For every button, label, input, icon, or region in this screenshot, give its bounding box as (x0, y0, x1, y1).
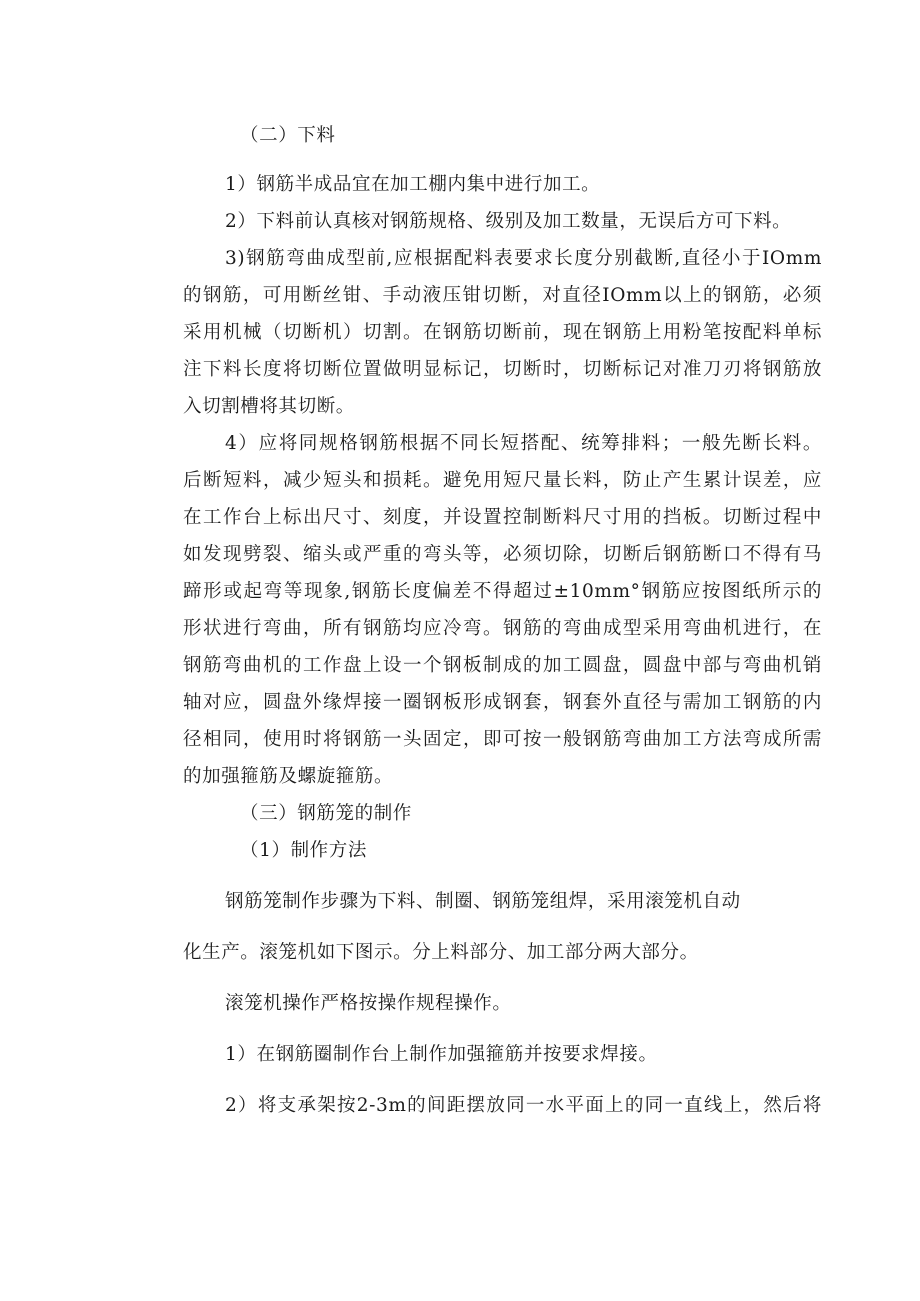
paragraph-line: 4）应将同规格钢筋根据不同长短搭配、统筹排料；一般先断长料。 (225, 433, 822, 454)
section-heading-cage: （三）钢筋笼的制作 (240, 803, 412, 824)
paragraph-line: 2）将支承架按2-3m的间距摆放同一水平面上的同一直线上，然后将 (225, 1095, 822, 1116)
paragraph-line: 采用机械（切断机）切割。在钢筋切断前，现在钢筋上用粉笔按配料单标 (183, 322, 822, 343)
paragraph-line: 的加强箍筋及螺旋箍筋。 (183, 766, 394, 787)
paragraph-line: 形状进行弯曲，所有钢筋均应冷弯。钢筋的弯曲成型采用弯曲机进行，在 (183, 618, 822, 639)
paragraph-line: 蹄形或起弯等现象,钢筋长度偏差不得超过±10mm°钢筋应按图纸所示的 (183, 581, 822, 602)
paragraph-line: 的钢筋，可用断丝钳、手动液压钳切断，对直径IOmm以上的钢筋，必须 (183, 285, 822, 306)
paragraph-line: 2）下料前认真核对钢筋规格、级别及加工数量，无误后方可下料。 (225, 211, 792, 232)
paragraph-line: 钢筋弯曲机的工作盘上设一个钢板制成的加工圆盘，圆盘中部与弯曲机销 (183, 655, 822, 676)
paragraph-line: 1）钢筋半成品宜在加工棚内集中进行加工。 (225, 174, 601, 195)
paragraph-line: 如发现劈裂、缩头或严重的弯头等，必须切除，切断后钢筋断口不得有马 (183, 544, 822, 565)
paragraph-line: 径相同，使用时将钢筋一头固定，即可按一般钢筋弯曲加工方法弯成所需 (183, 729, 822, 750)
paragraph-line: 轴对应，圆盘外缘焊接一圈钢板形成钢套，钢套外直径与需加工钢筋的内 (183, 692, 822, 713)
paragraph-line: 入切割槽将其切断。 (183, 396, 355, 417)
paragraph-line: 3)钢筋弯曲成型前,应根据配料表要求长度分别截断,直径小于IOmm (225, 248, 822, 269)
paragraph-line: 注下料长度将切断位置做明显标记，切断时，切断标记对准刀刃将钢筋放 (183, 359, 822, 380)
paragraph-line: 钢筋笼制作步骤为下料、制圈、钢筋笼组焊，采用滚笼机自动 (225, 891, 741, 912)
paragraph-line: 在工作台上标出尺寸、刻度，并设置控制断料尺寸用的挡板。切断过程中 (183, 507, 822, 528)
section-heading-cutting: （二）下料 (240, 125, 336, 146)
paragraph-line: 化生产。滚笼机如下图示。分上料部分、加工部分两大部分。 (183, 942, 699, 963)
paragraph-line: 后断短料，减少短头和损耗。避免用短尺量长料，防止产生累计误差，应 (183, 470, 822, 491)
subsection-heading-method: （1）制作方法 (240, 840, 367, 861)
paragraph-line: 滚笼机操作严格按操作规程操作。 (225, 993, 512, 1014)
paragraph-line: 1）在钢筋圈制作台上制作加强箍筋并按要求焊接。 (225, 1044, 658, 1065)
